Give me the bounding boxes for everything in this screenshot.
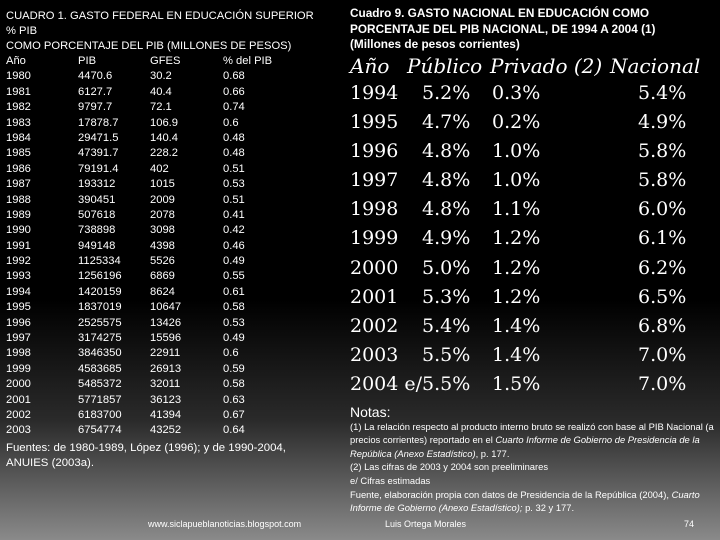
table-cell: 4398 bbox=[150, 239, 175, 252]
note-text: , p. 177. bbox=[475, 447, 510, 459]
table-cell: 4.9% bbox=[638, 110, 687, 133]
table-cell: 1999 bbox=[6, 362, 31, 375]
table-cell: 0.58 bbox=[223, 378, 245, 391]
table-cell: 0.3% bbox=[492, 81, 541, 104]
table-cell: 1983 bbox=[6, 116, 31, 129]
table-cell: 2525575 bbox=[78, 316, 122, 329]
table-cell: 1.5% bbox=[492, 373, 541, 396]
table-cell: 1982 bbox=[6, 101, 31, 114]
table-cell: 2004 e/ bbox=[350, 373, 423, 396]
table-cell: 6869 bbox=[150, 270, 175, 283]
col-header-publico: Público bbox=[407, 53, 483, 78]
table-cell: 10647 bbox=[150, 301, 182, 314]
note-item bbox=[350, 420, 720, 461]
table-cell: 949148 bbox=[78, 239, 116, 252]
table-cell: 106.9 bbox=[150, 116, 178, 129]
table-cell: 2000 bbox=[6, 378, 31, 391]
table-cell: 5.0% bbox=[422, 256, 471, 279]
table-row bbox=[6, 69, 346, 84]
table-cell: 1989 bbox=[6, 208, 31, 221]
table-cell: 0.63 bbox=[223, 393, 245, 406]
table-cell: 6.1% bbox=[638, 227, 687, 250]
table-cell: 15596 bbox=[150, 332, 182, 345]
note-text: e/ Cifras estimadas bbox=[350, 474, 431, 486]
table-cell: 1997 bbox=[6, 332, 31, 345]
table-cell: 1420159 bbox=[78, 285, 122, 298]
table-row bbox=[6, 423, 346, 438]
table-cell: 1987 bbox=[6, 178, 31, 191]
note-text: p. 32 y 177. bbox=[522, 502, 575, 514]
note-text: Cuarto Informe de Gobierno (Anexo Estadístico); bbox=[350, 488, 700, 514]
note-item bbox=[350, 460, 720, 474]
table-cell: 9797.7 bbox=[78, 101, 113, 114]
table-cell: 0.48 bbox=[223, 131, 245, 144]
table-cell: 1994 bbox=[6, 285, 31, 298]
table-row bbox=[6, 85, 346, 100]
table-cell: 6.0% bbox=[638, 198, 687, 221]
left-column-headers bbox=[6, 54, 346, 69]
col-header-pib: PIB bbox=[78, 55, 97, 67]
table-cell: 40.4 bbox=[150, 85, 172, 98]
table-cell: 1991 bbox=[6, 239, 31, 252]
table-cell: 2002 bbox=[6, 408, 31, 421]
notes-title: Notas: bbox=[350, 403, 391, 420]
table-cell: 3098 bbox=[150, 224, 175, 237]
page-number: 74 bbox=[684, 519, 695, 529]
table-cell: 5485372 bbox=[78, 378, 122, 391]
table-cell: 1256196 bbox=[78, 270, 122, 283]
table-cell: 0.51 bbox=[223, 193, 245, 206]
table-cell: 43252 bbox=[150, 424, 182, 437]
table-cell: 5.5% bbox=[422, 344, 471, 367]
table-cell: 1995 bbox=[6, 301, 31, 314]
table-cell: 29471.5 bbox=[78, 131, 119, 144]
table-cell: 0.46 bbox=[223, 239, 245, 252]
table-cell: 47391.7 bbox=[78, 147, 119, 160]
table-row bbox=[350, 344, 720, 373]
notes-list bbox=[350, 420, 720, 515]
table-cell: 5.8% bbox=[638, 169, 687, 192]
table-row bbox=[6, 346, 346, 361]
table-row bbox=[350, 169, 720, 198]
table-cell: 0.58 bbox=[223, 301, 245, 314]
table-cell: 1980 bbox=[6, 70, 31, 83]
table-row bbox=[6, 208, 346, 223]
right-table-body bbox=[350, 82, 720, 403]
table-cell: 0.53 bbox=[223, 178, 245, 191]
table-cell: 0.67 bbox=[223, 408, 245, 421]
right-title-line: Cuadro 9. GASTO NACIONAL EN EDUCACIÓN COMO bbox=[350, 6, 650, 20]
table-cell: 0.2% bbox=[492, 110, 541, 133]
right-title-line: PORCENTAJE DEL PIB NACIONAL, DE 1994 A 2004 (1) bbox=[350, 21, 656, 36]
left-table-title bbox=[6, 9, 346, 54]
table-cell: 1.2% bbox=[492, 227, 541, 250]
table-cell: 0.49 bbox=[223, 255, 245, 268]
table-cell: 4.7% bbox=[422, 110, 471, 133]
table-cell: 4.9% bbox=[422, 227, 471, 250]
table-cell: 0.6 bbox=[223, 347, 239, 360]
table-cell: 1996 bbox=[350, 139, 399, 162]
table-cell: 1998 bbox=[350, 198, 399, 221]
table-row bbox=[6, 393, 346, 408]
table-cell: 193312 bbox=[78, 178, 116, 191]
table-cell: 32011 bbox=[150, 378, 181, 391]
table-cell: 6.5% bbox=[638, 285, 687, 308]
table-cell: 0.51 bbox=[223, 162, 245, 175]
table-cell: 1993 bbox=[6, 270, 31, 283]
table-cell: 0.74 bbox=[223, 101, 245, 114]
table-row bbox=[350, 373, 720, 402]
table-cell: 5.4% bbox=[638, 81, 687, 104]
table-row bbox=[350, 227, 720, 256]
table-cell: 30.2 bbox=[150, 70, 172, 83]
table-cell: 5526 bbox=[150, 255, 175, 268]
table-cell: 1990 bbox=[6, 224, 31, 237]
table-cell: 402 bbox=[150, 162, 169, 175]
table-cell: 0.61 bbox=[223, 285, 245, 298]
table-cell: 6754774 bbox=[78, 424, 122, 437]
note-text: Cuarto Informe de Gobierno de Presidencia de la República (Anexo Estadístico) bbox=[350, 434, 700, 459]
table-row bbox=[6, 131, 346, 146]
note-item bbox=[350, 488, 720, 515]
table-cell: 0.68 bbox=[223, 70, 245, 83]
left-title-line: COMO PORCENTAJE DEL PIB (MILLONES DE PESOS) bbox=[6, 40, 292, 52]
table-cell: 2001 bbox=[350, 285, 399, 308]
table-cell: 3846350 bbox=[78, 347, 122, 360]
table-cell: 738898 bbox=[78, 224, 116, 237]
left-title-line: % PIB bbox=[6, 25, 38, 37]
table-cell: 2009 bbox=[150, 193, 175, 206]
table-row bbox=[6, 223, 346, 238]
table-cell: 1.0% bbox=[492, 169, 541, 192]
table-row bbox=[350, 315, 720, 344]
table-row bbox=[6, 177, 346, 192]
table-cell: 72.1 bbox=[150, 101, 172, 114]
table-row bbox=[6, 269, 346, 284]
table-cell: 0.53 bbox=[223, 316, 245, 329]
table-cell: 1995 bbox=[350, 110, 399, 133]
table-cell: 6.8% bbox=[638, 315, 687, 337]
table-cell: 4470.6 bbox=[78, 70, 113, 83]
table-cell: 0.6 bbox=[223, 116, 239, 129]
table-cell: 4583685 bbox=[78, 362, 122, 375]
table-cell: 26913 bbox=[150, 362, 182, 375]
table-cell: 1997 bbox=[350, 169, 399, 192]
left-table-body bbox=[6, 69, 346, 438]
table-row bbox=[6, 285, 346, 300]
table-cell: 1125334 bbox=[78, 255, 121, 268]
table-row bbox=[6, 116, 346, 131]
table-cell: 7.0% bbox=[638, 344, 687, 367]
table-cell: 6127.7 bbox=[78, 85, 113, 98]
note-item bbox=[350, 474, 720, 488]
table-cell: 79191.4 bbox=[78, 162, 119, 175]
table-cell: 1999 bbox=[350, 227, 399, 250]
table-cell: 5.5% bbox=[422, 373, 471, 396]
footnote-line: Fuentes: de 1980-1989, López (1996); y de 1990-2004, bbox=[6, 441, 286, 454]
table-cell: 4.8% bbox=[422, 139, 471, 162]
col-header-nacional: Nacional bbox=[610, 53, 701, 78]
table-cell: 1.0% bbox=[492, 139, 541, 162]
table-cell: 0.59 bbox=[223, 362, 245, 375]
table-cell: 1015 bbox=[150, 178, 175, 191]
table-cell: 41394 bbox=[150, 408, 182, 421]
table-row bbox=[6, 300, 346, 315]
table-cell: 1.2% bbox=[492, 285, 541, 308]
table-cell: 5771857 bbox=[78, 393, 122, 406]
col-header-pct: % del PIB bbox=[223, 55, 273, 67]
table-cell: 228.2 bbox=[150, 147, 178, 160]
table-row bbox=[6, 362, 346, 377]
col-header-year: Año bbox=[350, 53, 390, 78]
table-cell: 1.1% bbox=[492, 198, 541, 221]
table-row bbox=[350, 140, 720, 169]
table-cell: 6183700 bbox=[78, 408, 122, 421]
table-cell: 1981 bbox=[6, 85, 31, 98]
table-cell: 1837019 bbox=[78, 301, 122, 314]
table-cell: 1994 bbox=[350, 81, 399, 104]
note-text: (1) La relación respecto al producto interno bruto se realizó con base al PIB Nacional (a precios corrientes) reportado en el bbox=[350, 420, 714, 446]
table-cell: 2000 bbox=[350, 256, 399, 279]
table-cell: 5.8% bbox=[638, 139, 687, 162]
right-title-line: (Millones de pesos corrientes) bbox=[350, 37, 520, 51]
table-cell: 507618 bbox=[78, 208, 116, 221]
table-row bbox=[6, 162, 346, 177]
note-text: Fuente, elaboración propia con datos de Presidencia de la República (2004), bbox=[350, 488, 672, 500]
footnote-line: ANUIES (2003a). bbox=[6, 457, 94, 470]
col-header-gfes: GFES bbox=[150, 55, 181, 67]
table-row bbox=[350, 286, 720, 315]
table-cell: 8624 bbox=[150, 285, 175, 298]
table-cell: 1992 bbox=[6, 255, 31, 268]
footer-author: Luis Ortega Morales bbox=[385, 519, 467, 529]
table-cell: 1988 bbox=[6, 193, 31, 206]
table-cell: 5.2% bbox=[422, 81, 471, 104]
table-row bbox=[6, 377, 346, 392]
table-row bbox=[6, 100, 346, 115]
table-cell: 17878.7 bbox=[78, 116, 119, 129]
col-header-year: Año bbox=[6, 55, 26, 67]
table-cell: 4.8% bbox=[422, 169, 471, 192]
table-cell: 2002 bbox=[350, 315, 399, 337]
table-cell: 7.0% bbox=[638, 373, 687, 396]
table-cell: 1985 bbox=[6, 147, 31, 160]
table-cell: 2003 bbox=[6, 424, 31, 437]
table-cell: 22911 bbox=[150, 347, 181, 360]
table-row bbox=[350, 111, 720, 140]
table-cell: 1.4% bbox=[492, 344, 541, 367]
table-cell: 0.41 bbox=[223, 208, 245, 221]
table-cell: 5.4% bbox=[422, 315, 471, 337]
left-title-line: CUADRO 1. GASTO FEDERAL EN EDUCACIÓN SUPERIOR bbox=[6, 10, 314, 22]
table-cell: 36123 bbox=[150, 393, 182, 406]
table-cell: 0.42 bbox=[223, 224, 245, 237]
table-row bbox=[6, 193, 346, 208]
table-cell: 0.48 bbox=[223, 147, 245, 160]
table-row bbox=[350, 82, 720, 111]
table-cell: 6.2% bbox=[638, 256, 687, 279]
table-cell: 0.55 bbox=[223, 270, 245, 283]
table-cell: 13426 bbox=[150, 316, 182, 329]
table-cell: 1984 bbox=[6, 131, 31, 144]
table-cell: 2078 bbox=[150, 208, 175, 221]
table-cell: 140.4 bbox=[150, 131, 178, 144]
right-table-title bbox=[350, 6, 720, 53]
footer-url: www.siclapueblanoticias.blogspot.com bbox=[148, 519, 302, 529]
table-row bbox=[350, 257, 720, 286]
table-cell: 3174275 bbox=[78, 332, 122, 345]
table-cell: 1.2% bbox=[492, 256, 541, 279]
table-cell: 2003 bbox=[350, 344, 399, 367]
table-cell: 1986 bbox=[6, 162, 31, 175]
table-row bbox=[6, 146, 346, 161]
note-text: (2) Las cifras de 2003 y 2004 son preeliminares bbox=[350, 461, 549, 473]
table-row bbox=[6, 408, 346, 423]
table-cell: 4.8% bbox=[422, 198, 471, 221]
col-header-privado: Privado (2) bbox=[490, 53, 603, 78]
table-cell: 2001 bbox=[6, 393, 31, 406]
table-cell: 0.66 bbox=[223, 85, 245, 98]
table-cell: 390451 bbox=[78, 193, 116, 206]
table-cell: 1996 bbox=[6, 316, 31, 329]
table-cell: 5.3% bbox=[422, 285, 471, 308]
table-cell: 1998 bbox=[6, 347, 31, 360]
table-row bbox=[350, 198, 720, 227]
table-gasto-nacional bbox=[350, 6, 720, 515]
left-footnote bbox=[6, 441, 346, 472]
table-gasto-federal bbox=[6, 9, 346, 472]
table-row bbox=[6, 331, 346, 346]
table-cell: 1.4% bbox=[492, 315, 541, 337]
table-cell: 0.64 bbox=[223, 424, 245, 437]
table-row bbox=[6, 316, 346, 331]
table-row bbox=[6, 254, 346, 269]
right-column-headers bbox=[350, 54, 720, 82]
table-cell: 0.49 bbox=[223, 332, 245, 345]
table-row bbox=[6, 239, 346, 254]
